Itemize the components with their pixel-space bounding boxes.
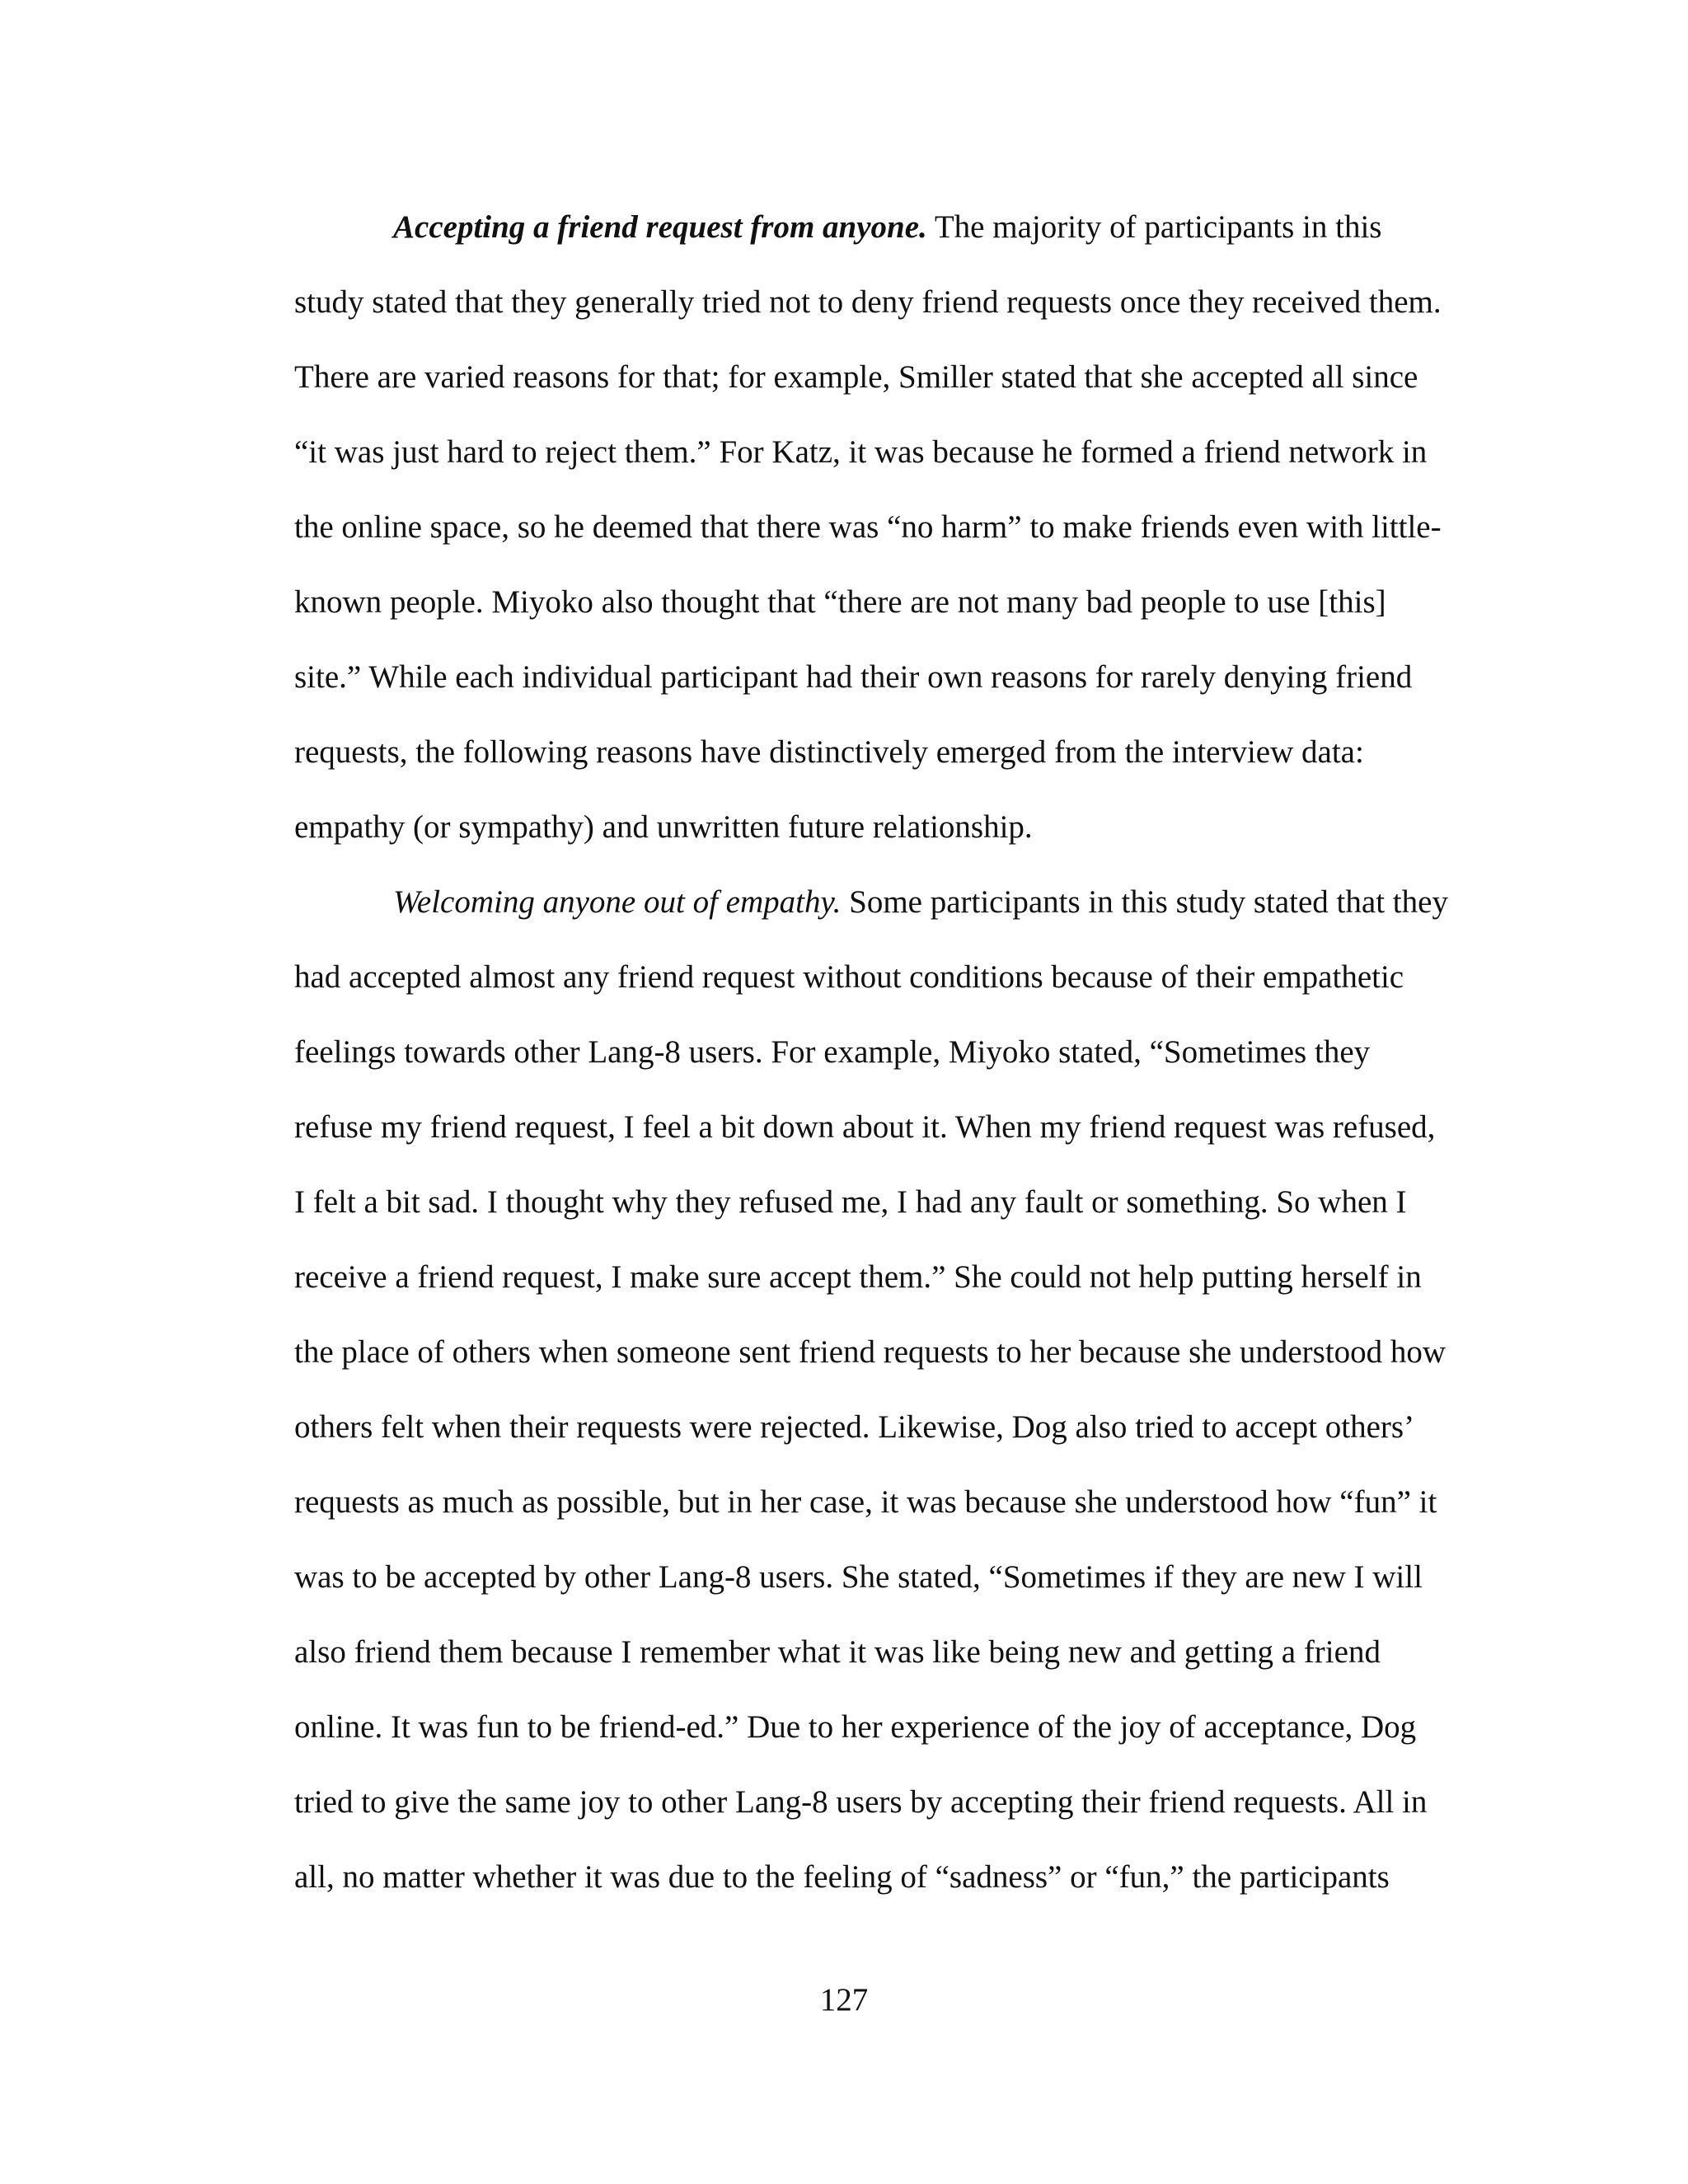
text-line: site.” While each individual participant had their own reasons for rarely denying friend <box>294 659 1413 695</box>
text-line: feelings towards other Lang-8 users. For example, Miyoko stated, “Sometimes they <box>294 1034 1371 1070</box>
text-line: online. It was fun to be friend-ed.” Due to her experience of the joy of acceptance, Dog <box>294 1709 1417 1745</box>
text-line: study stated that they generally tried not to deny friend requests once they received them. <box>294 284 1442 320</box>
text-line: receive a friend request, I make sure accept them.” She could not help putting herself in <box>294 1259 1422 1295</box>
text-line: the online space, so he deemed that there was “no harm” to make friends even with little- <box>294 509 1442 545</box>
text-line: known people. Miyoko also thought that “there are not many bad people to use [this] <box>294 584 1386 620</box>
paragraph-2-first-line <box>393 865 1448 940</box>
text-line: all, no matter whether it was due to the feeling of “sadness” or “fun,” the participants <box>294 1859 1390 1895</box>
subsection-heading-welcoming: Welcoming anyone out of empathy. <box>393 884 842 920</box>
paragraph-2-first-line-text: Some participants in this study stated that they <box>841 884 1448 920</box>
text-line: tried to give the same joy to other Lang-8 users by accepting their friend requests. All in <box>294 1784 1428 1820</box>
text-line: requests, the following reasons have distinctively emerged from the interview data: <box>294 734 1364 770</box>
text-line: I felt a bit sad. I thought why they refused me, I had any fault or something. So when I <box>294 1184 1407 1220</box>
paragraph-1-first-line <box>393 190 1382 265</box>
text-line: refuse my friend request, I feel a bit down about it. When my friend request was refused, <box>294 1109 1436 1145</box>
text-line: There are varied reasons for that; for example, Smiller stated that she accepted all since <box>294 359 1418 395</box>
text-line: had accepted almost any friend request without conditions because of their empathetic <box>294 959 1404 995</box>
text-line: empathy (or sympathy) and unwritten future relationship. <box>294 809 1033 845</box>
text-line: was to be accepted by other Lang-8 users. She stated, “Sometimes if they are new I will <box>294 1559 1423 1595</box>
text-line: “it was just hard to reject them.” For Katz, it was because he formed a friend network in <box>294 434 1428 470</box>
page-number: 127 <box>819 1982 869 2018</box>
text-line: others felt when their requests were rejected. Likewise, Dog also tried to accept others’ <box>294 1409 1415 1445</box>
text-line: also friend them because I remember what it was like being new and getting a friend <box>294 1634 1381 1670</box>
text-line: requests as much as possible, but in her case, it was because she understood how “fun” it <box>294 1484 1437 1520</box>
text-line: the place of others when someone sent friend requests to her because she understood how <box>294 1334 1447 1370</box>
section-heading-accepting: Accepting a friend request from anyone. <box>393 209 927 245</box>
paragraph-1-first-line-text: The majority of participants in this <box>926 209 1382 245</box>
